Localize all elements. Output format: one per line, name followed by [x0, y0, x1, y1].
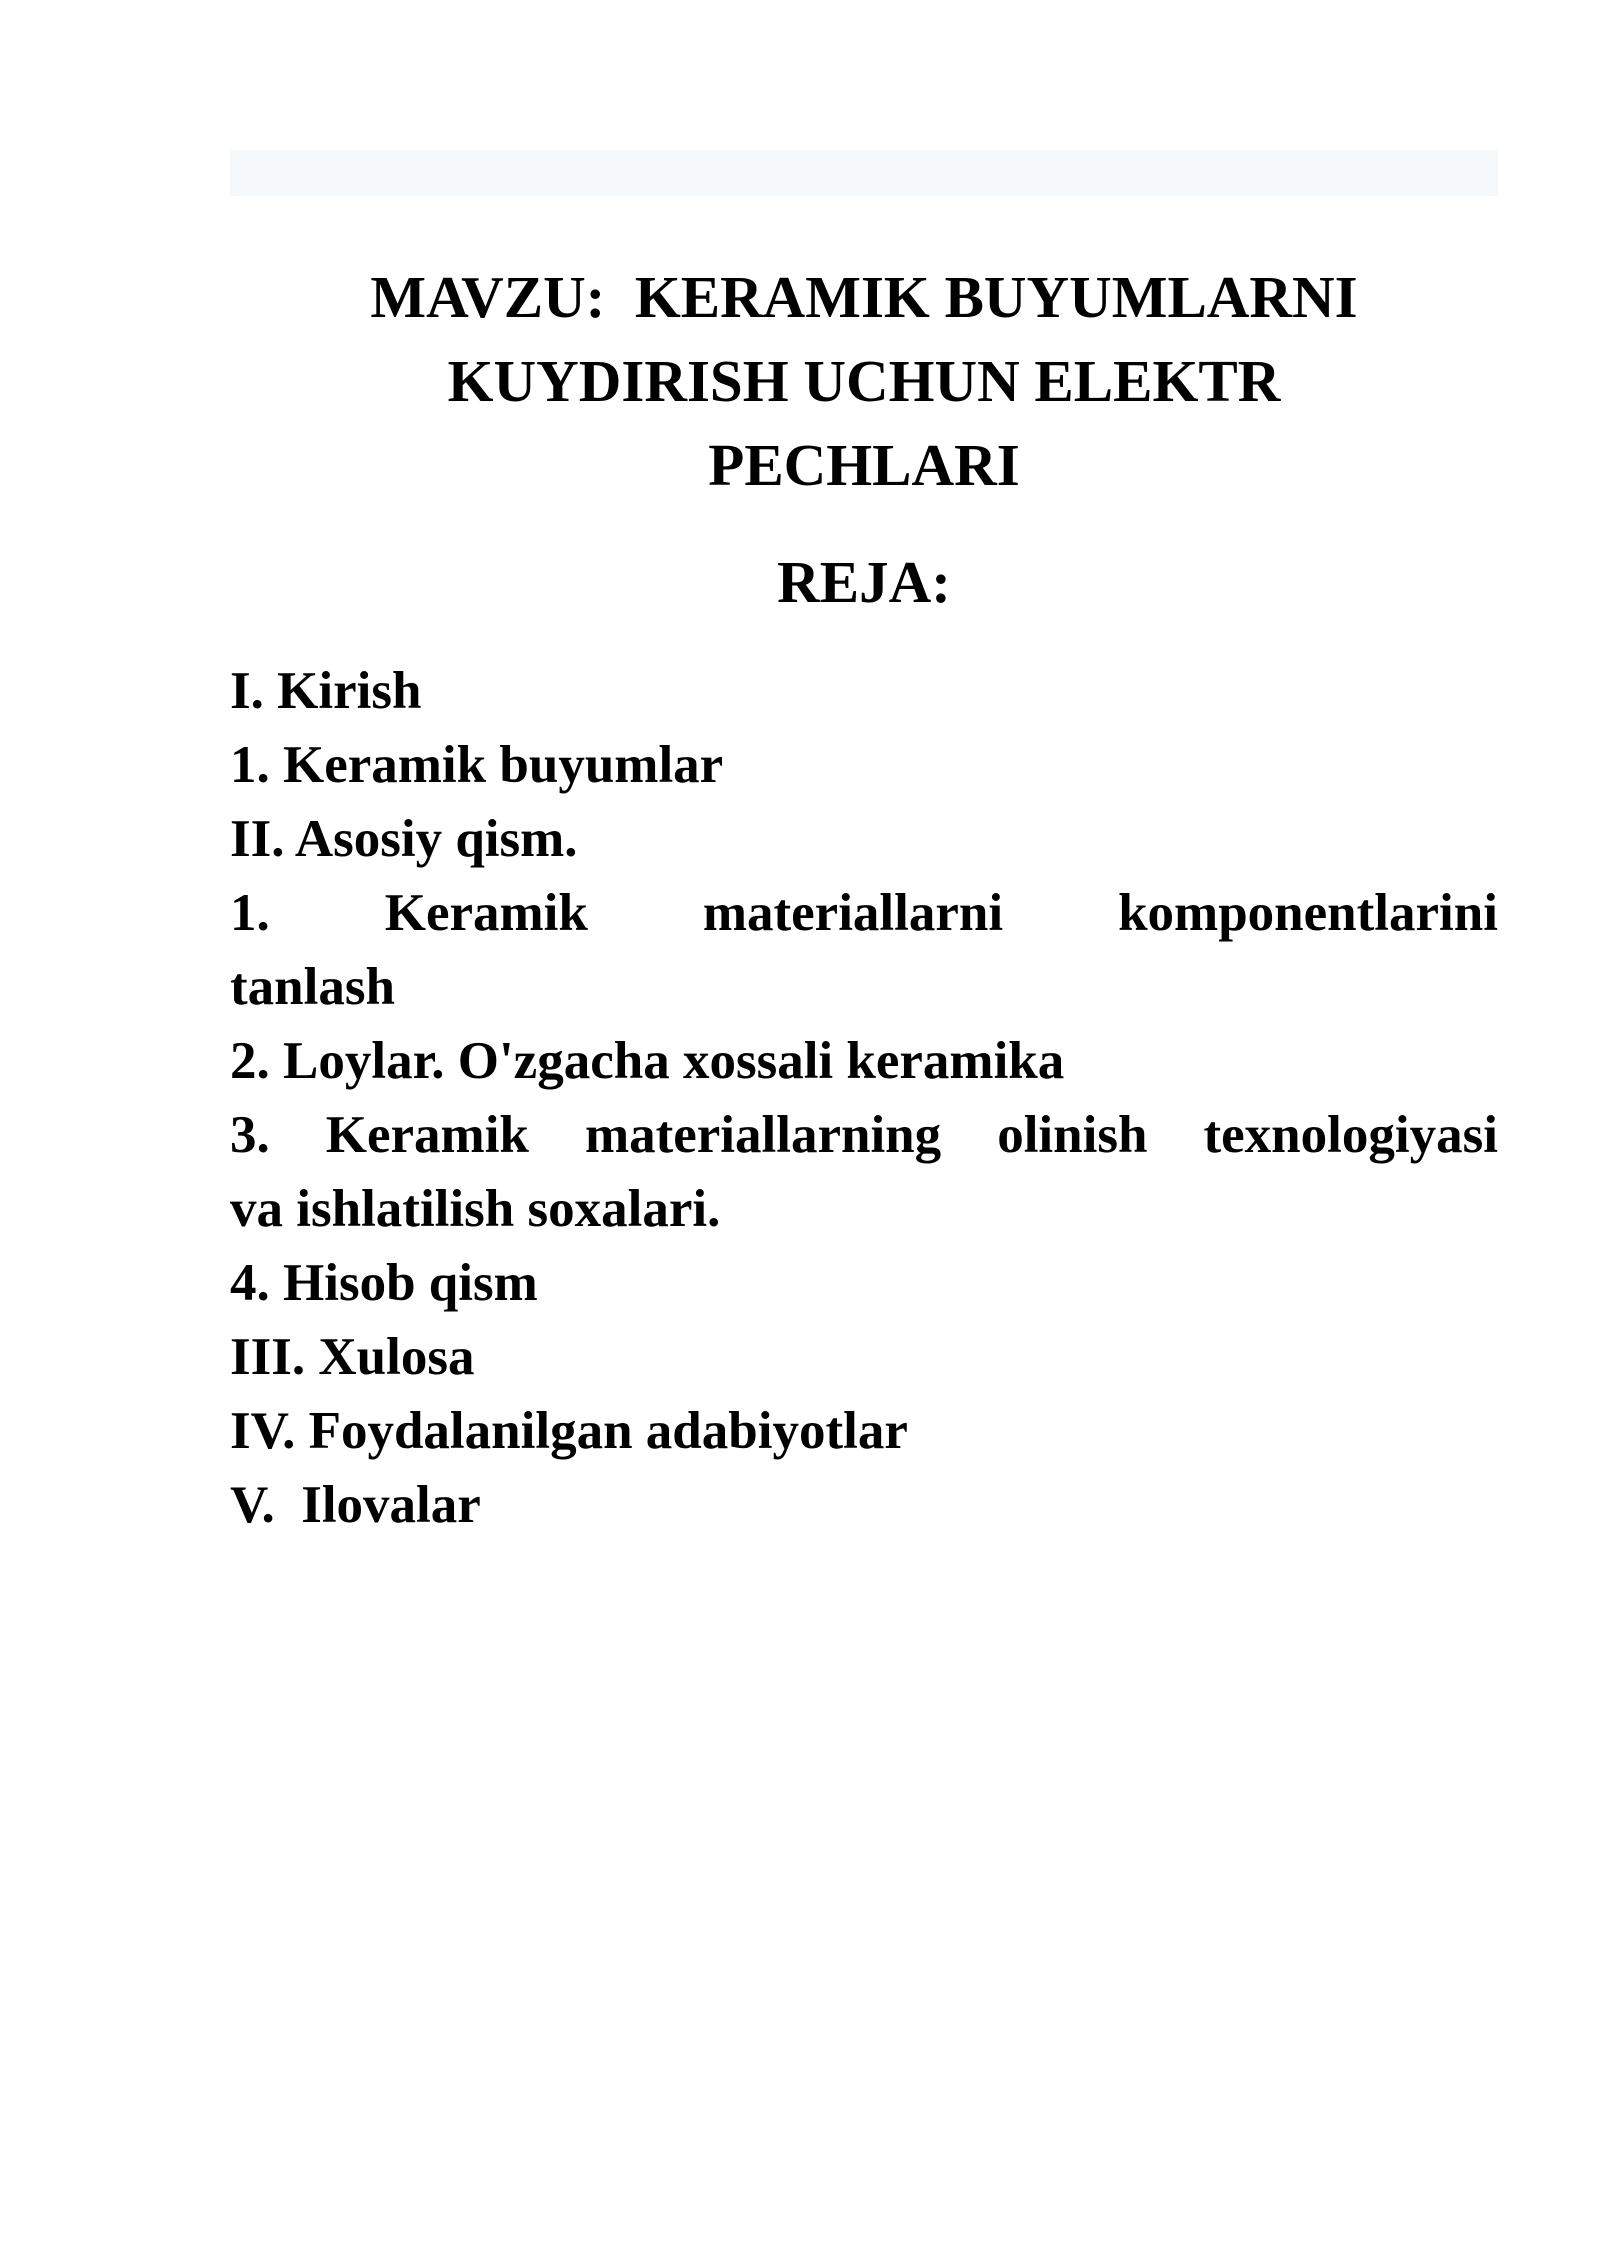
plan-item-technology-cont: va ishlatilish soxalari.	[230, 1180, 721, 1238]
plan-item-word: Keramik	[384, 884, 588, 942]
plan-item-word: materiallarning	[584, 1106, 942, 1164]
plan-item-word: 3.	[230, 1106, 270, 1164]
plan-item-clays: 2. Loylar. O'zgacha xossali keramika	[230, 1032, 1065, 1090]
plan-item-ceramic-products: 1. Keramik buyumlar	[230, 736, 724, 794]
plan-item-word: Keramik	[325, 1106, 529, 1164]
plan-item-conclusion: III. Xulosa	[230, 1328, 475, 1386]
plan-item-component-selection-cont: tanlash	[230, 958, 395, 1016]
plan-item-word: texnologiyasi	[1203, 1106, 1498, 1164]
plan-item-word: 1.	[230, 884, 270, 942]
title-line-1: MAVZU: KERAMIK BUYUMLARNI	[370, 264, 1358, 330]
document-title	[230, 255, 1498, 507]
plan-item-component-selection	[230, 876, 1498, 950]
title-line-2: KUYDIRISH UCHUN ELEKTR	[447, 348, 1281, 414]
plan-item-references: IV. Foydalanilgan adabiyotlar	[230, 1402, 908, 1460]
plan-item-word: komponentlarini	[1118, 884, 1498, 942]
plan-item-introduction: I. Kirish	[230, 662, 422, 720]
plan-heading: REJA:	[777, 549, 951, 615]
plan-item-appendices: V. Ilovalar	[230, 1476, 481, 1534]
plan-item-technology	[230, 1098, 1498, 1172]
plan-item-calculation: 4. Hisob qism	[230, 1254, 538, 1312]
plan-item-word: materiallarni	[702, 884, 1004, 942]
title-line-3: PECHLARI	[708, 432, 1020, 498]
header-band	[230, 150, 1498, 196]
plan-item-word: olinish	[997, 1106, 1148, 1164]
plan-item-main-part: II. Asosiy qism.	[230, 810, 578, 868]
plan-list	[230, 654, 1498, 1542]
